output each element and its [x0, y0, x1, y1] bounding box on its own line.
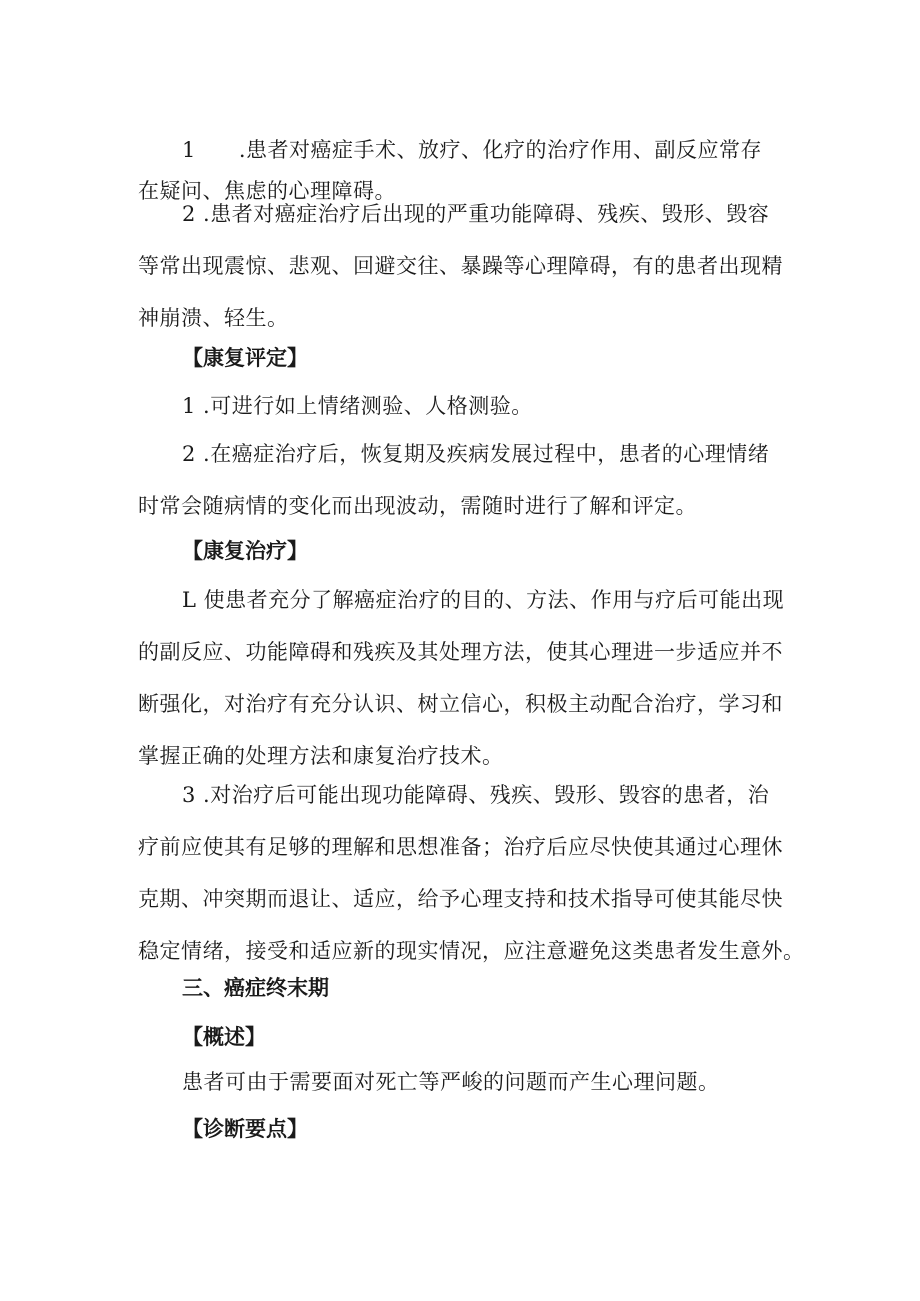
paragraph-5-line-4: 掌握正确的处理方法和康复治疗技术。 — [138, 744, 504, 768]
paragraph-5-line-2: 的副反应、功能障碍和残疾及其处理方法，使其心理进一步适应并不 — [138, 640, 783, 664]
section-three-title: 三、癌症终末期 — [182, 976, 329, 1000]
paragraph-6-line-1: 3 .对治疗后可能出现功能障碍、残疾、毁形、毁容的患者，治 — [182, 783, 770, 807]
paragraph-6-line-2: 疗前应使其有足够的理解和思想准备；治疗后应尽快使其通过心理休 — [138, 835, 783, 859]
paragraph-6 — [138, 769, 805, 977]
paragraph-2-line-1: 2 .患者对癌症治疗后出现的严重功能障碍、残疾、毁形、毁容 — [182, 202, 770, 226]
paragraph-6-line-3: 克期、冲突期而退让、适应，给予心理支持和技术指导可使其能尽快 — [138, 887, 783, 911]
heading-rehab-assessment: 【康复评定】 — [182, 346, 308, 370]
paragraph-7-line-1: 患者可由于需要面对死亡等严峻的问题而产生心理问题。 — [182, 1070, 720, 1094]
paragraph-1-line-2: 在疑问、焦虑的心理障碍。 — [138, 179, 396, 203]
paragraph-1-line-1: 1 .患者对癌症手术、放疗、化疗的治疗作用、副反应常存 — [182, 138, 763, 162]
paragraph-3 — [138, 380, 788, 432]
paragraph-3-line-1: 1 .可进行如上情绪测验、人格测验。 — [182, 394, 533, 418]
paragraph-5-line-1: L 使患者充分了解癌症治疗的目的、方法、作用与疗后可能出现 — [182, 588, 785, 612]
heading-diagnosis-points: 【诊断要点】 — [182, 1117, 308, 1141]
paragraph-4 — [138, 428, 788, 532]
paragraph-2 — [138, 188, 788, 344]
paragraph-5 — [138, 574, 788, 782]
paragraph-5-line-3: 断强化，对治疗有充分认识、树立信心，积极主动配合治疗，学习和 — [138, 692, 783, 716]
heading-rehab-treatment: 【康复治疗】 — [182, 539, 308, 563]
paragraph-4-line-2: 时常会随病情的变化而出现波动，需随时进行了解和评定。 — [138, 494, 697, 518]
paragraph-2-line-3: 神崩溃、轻生。 — [138, 306, 289, 330]
paragraph-7 — [182, 1056, 802, 1108]
paragraph-4-line-1: 2 .在癌症治疗后，恢复期及疾病发展过程中，患者的心理情绪 — [182, 442, 770, 466]
heading-overview: 【概述】 — [182, 1025, 266, 1049]
paragraph-6-line-4: 稳定情绪，接受和适应新的现实情况，应注意避免这类患者发生意外。 — [138, 939, 805, 963]
paragraph-2-line-2: 等常出现震惊、悲观、回避交往、暴躁等心理障碍，有的患者出现精 — [138, 254, 783, 278]
